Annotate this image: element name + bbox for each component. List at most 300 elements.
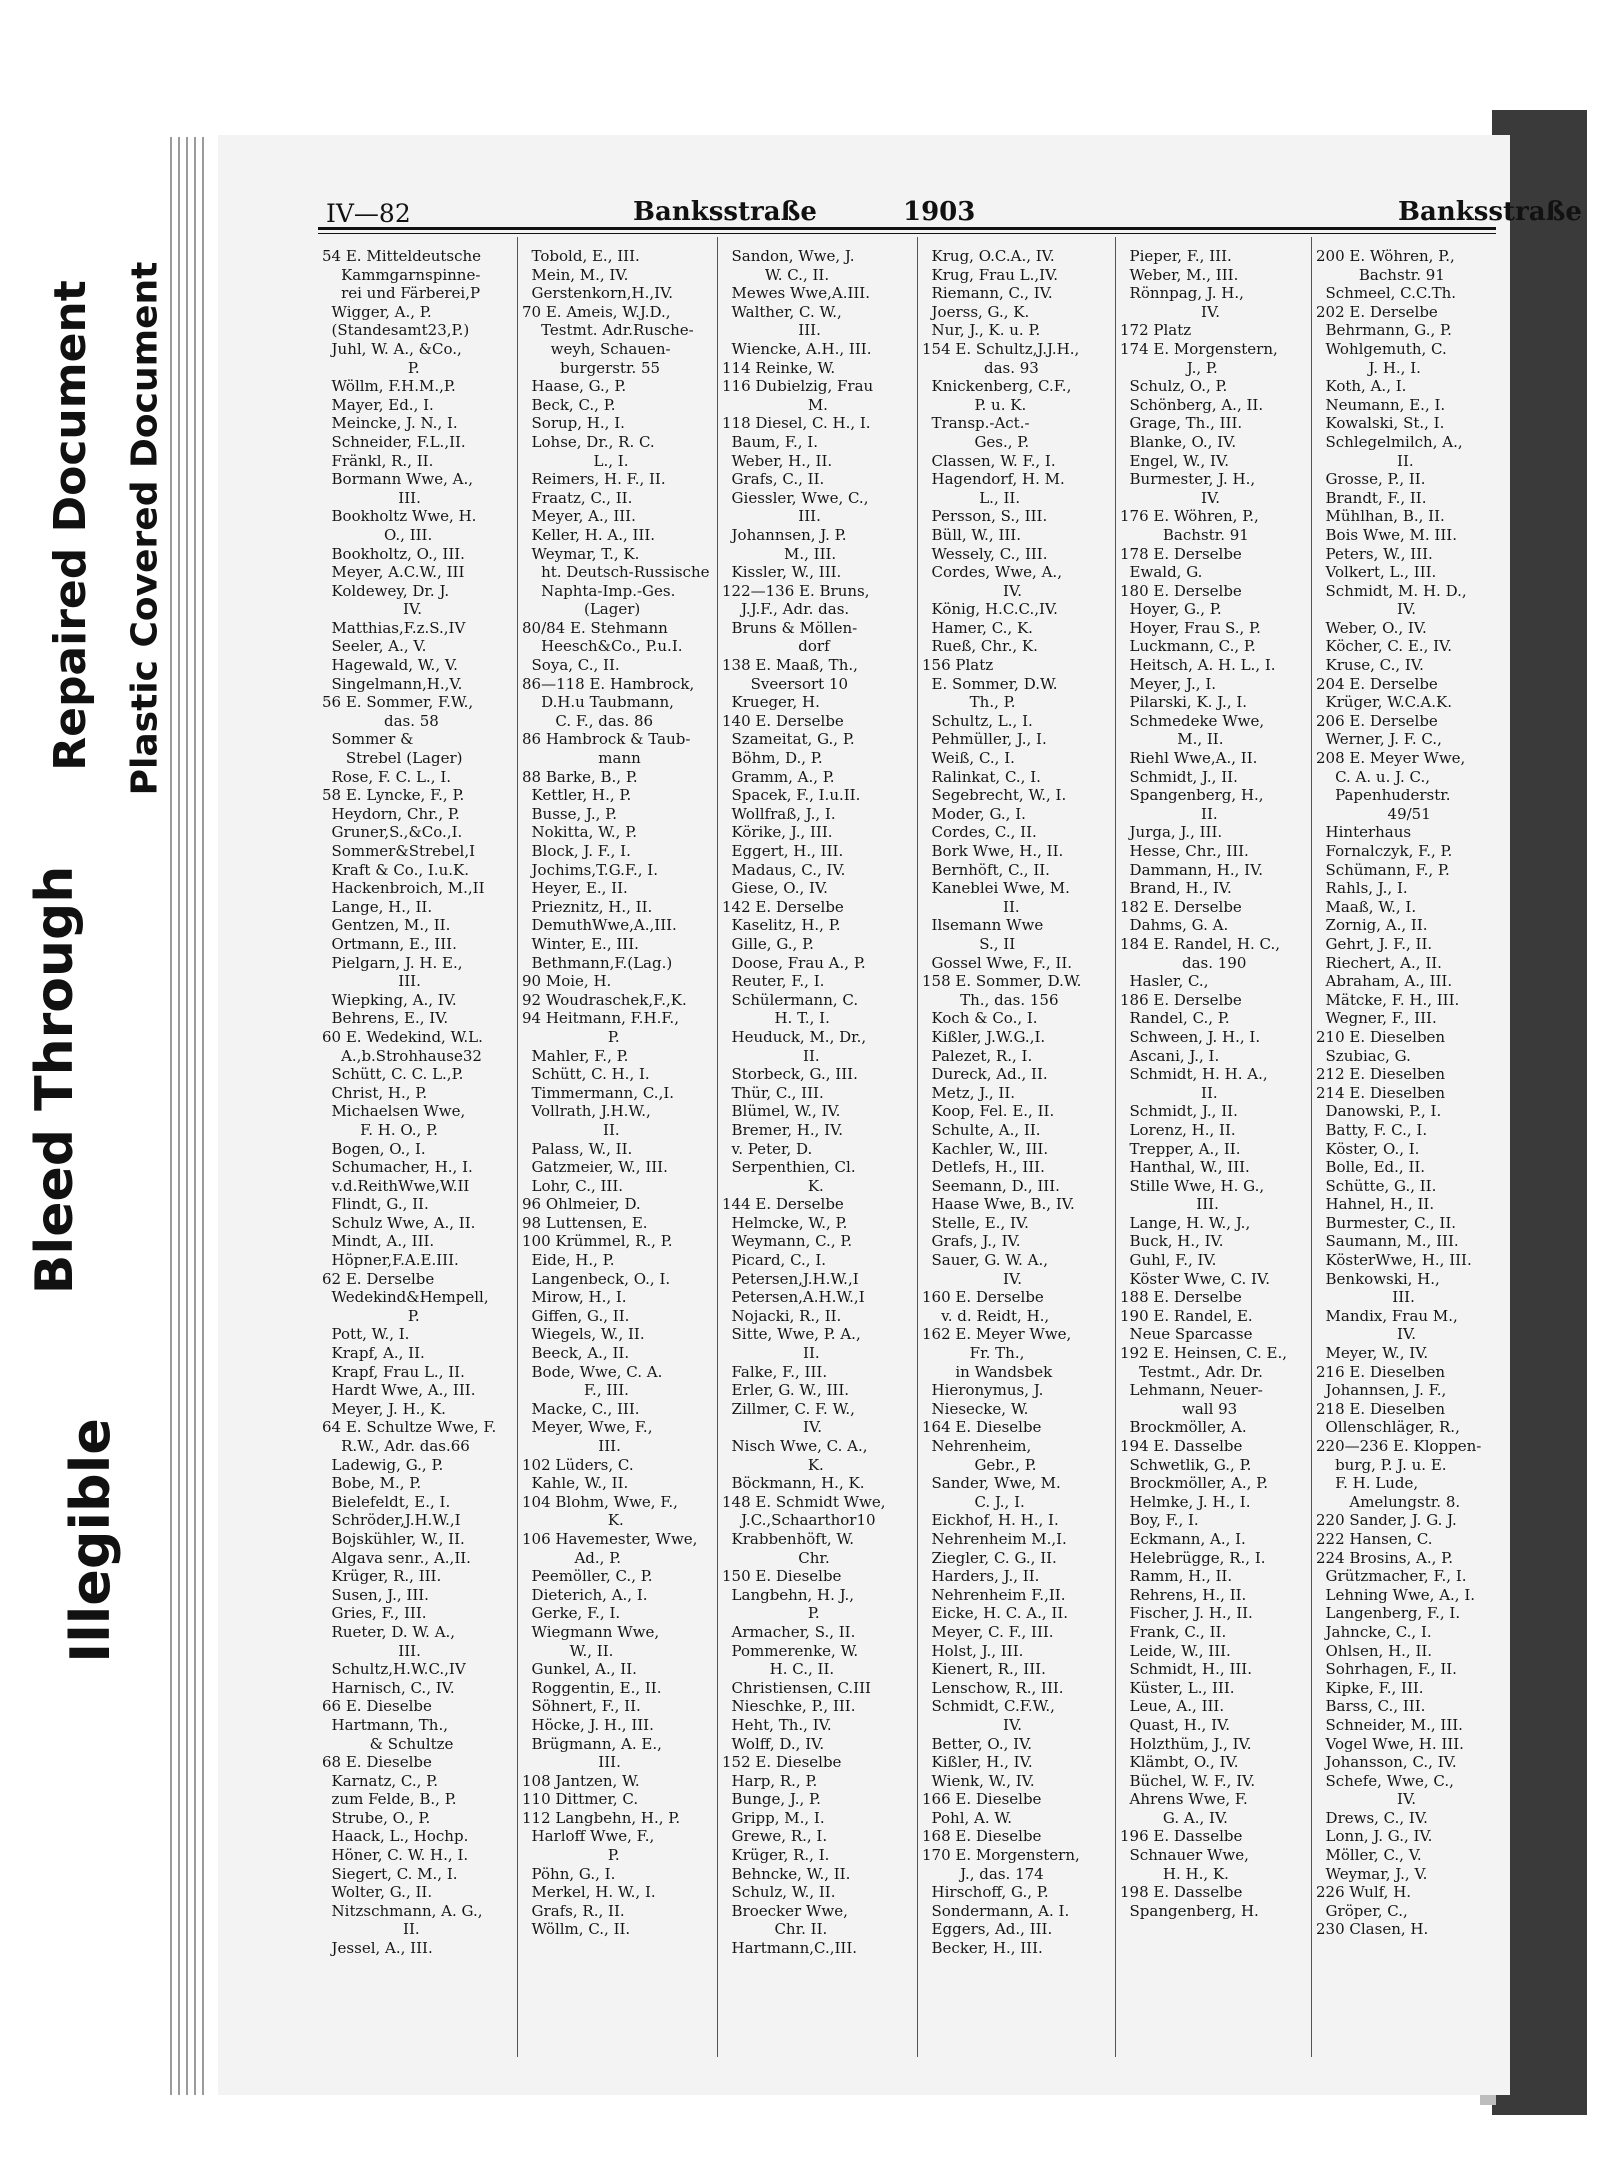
- directory-entry: K.: [722, 1455, 824, 1474]
- directory-entry: Koop, Fel. E., II.: [922, 1102, 1055, 1121]
- page-edge: [202, 137, 204, 2095]
- directory-entry: 140 E. Derselbe: [722, 711, 844, 730]
- directory-entry: Barss, C., III.: [1316, 1697, 1426, 1716]
- directory-entry: Helmke, J. H., I.: [1120, 1492, 1251, 1511]
- directory-entry: Schultz, L., I.: [922, 711, 1033, 730]
- directory-entry: Wienk, W., IV.: [922, 1771, 1035, 1790]
- directory-entry: Boy, F., I.: [1120, 1511, 1199, 1530]
- directory-entry: Dieterich, A., I.: [522, 1585, 648, 1604]
- directory-entry: Pöhn, G., I.: [522, 1864, 616, 1883]
- directory-entry: G. A., IV.: [1120, 1808, 1228, 1827]
- directory-entry: III.: [322, 972, 421, 991]
- directory-entry: (Standesamt23,P.): [322, 321, 470, 340]
- directory-entry: Eggers, Ad., III.: [922, 1920, 1053, 1939]
- directory-entry: DemuthWwe,A.,III.: [522, 916, 677, 935]
- directory-entry: 176 E. Wöhren, P.,: [1120, 507, 1259, 526]
- directory-entry: 188 E. Derselbe: [1120, 1288, 1242, 1307]
- directory-entry: H. H., K.: [1120, 1864, 1229, 1883]
- directory-entry: Ilsemann Wwe: [922, 916, 1044, 935]
- directory-entry: IV.: [722, 1418, 822, 1437]
- directory-entry: Nisch Wwe, C. A.,: [722, 1437, 868, 1455]
- directory-entry: 112 Langbehn, H., P.: [522, 1808, 681, 1827]
- directory-entry: dorf: [722, 637, 830, 656]
- directory-entry: Wollfraß, J., I.: [722, 804, 836, 823]
- directory-entry: Langenbeck, O., I.: [522, 1269, 671, 1288]
- directory-entry: Heitsch, A. H. L., I.: [1120, 656, 1276, 675]
- directory-entry: 62 E. Derselbe: [322, 1269, 435, 1288]
- directory-entry: Schmidt, C.F.W.,: [922, 1697, 1055, 1716]
- directory-column: [318, 237, 518, 2057]
- directory-entry: 208 E. Meyer Wwe,: [1316, 749, 1466, 768]
- directory-entry: R.W., Adr. das.66: [322, 1437, 470, 1455]
- directory-entry: 170 E. Morgenstern,: [922, 1846, 1080, 1865]
- directory-entry: Schülermann, C.: [722, 990, 859, 1009]
- directory-entry: Timmermann, C.,I.: [522, 1083, 675, 1102]
- directory-entry: Kienert, R., III.: [922, 1660, 1046, 1679]
- directory-entry: Sandon, Wwe, J.: [722, 247, 855, 265]
- directory-entry: Bogen, O., I.: [322, 1139, 426, 1158]
- directory-entry: Sommer &: [322, 730, 414, 749]
- directory-entry: Th., das. 156: [922, 990, 1059, 1009]
- directory-entry: Sondermann, A. I.: [922, 1901, 1070, 1920]
- directory-entry: 184 E. Randel, H. C.,: [1120, 934, 1281, 953]
- directory-entry: Jessel, A., III.: [322, 1939, 433, 1958]
- directory-entry: O., III.: [322, 525, 433, 544]
- directory-entry: Eickhof, H. H., I.: [922, 1511, 1059, 1530]
- directory-entry: Riechert, A., II.: [1316, 953, 1442, 972]
- directory-entry: Tobold, E., III.: [522, 247, 640, 265]
- directory-entry: 144 E. Derselbe: [722, 1195, 844, 1214]
- directory-entry: Erler, G. W., III.: [722, 1381, 850, 1400]
- directory-page: [218, 135, 1582, 2095]
- directory-entry: Gripp, M., I.: [722, 1808, 825, 1827]
- directory-entry: Lenschow, R., III.: [922, 1678, 1064, 1697]
- directory-entry: Büll, W., III.: [922, 525, 1021, 544]
- directory-entry: 96 Ohlmeier, D.: [522, 1195, 641, 1214]
- directory-entry: v. Peter, D.: [722, 1139, 813, 1158]
- directory-entry: 212 E. Dieselben: [1316, 1065, 1446, 1084]
- directory-entry: Krug, Frau L.,IV.: [922, 265, 1059, 284]
- directory-entry: 68 E. Dieselbe: [322, 1753, 432, 1772]
- directory-entry: Pott, W., I.: [322, 1325, 410, 1344]
- directory-entry: Langbehn, H. J.,: [722, 1585, 855, 1604]
- directory-entry: Moder, G., I.: [922, 804, 1026, 823]
- directory-entry: Mirow, H., I.: [522, 1288, 627, 1307]
- directory-entry: Nieschke, P., III.: [722, 1697, 856, 1716]
- directory-entry: Transp.-Act.-: [922, 414, 1030, 433]
- directory-entry: 86 Hambrock & Taub-: [522, 730, 691, 749]
- directory-entry: Klämbt, O., IV.: [1120, 1753, 1239, 1772]
- directory-entry: Roggentin, E., II.: [522, 1678, 662, 1697]
- directory-entry: Nojacki, R., II.: [722, 1306, 842, 1325]
- directory-entry: Wedekind&Hempell,: [322, 1288, 489, 1307]
- directory-entry: 104 Blohm, Wwe, F.,: [522, 1492, 678, 1511]
- directory-entry: 110 Dittmer, C.: [522, 1790, 639, 1809]
- header-rule-thin: [318, 233, 1496, 234]
- directory-entry: Bormann Wwe, A.,: [322, 470, 474, 489]
- directory-entry: 49/51: [1316, 804, 1431, 823]
- directory-entry: Bojskühler, W., II.: [322, 1529, 465, 1548]
- directory-entry: in Wandsbek: [922, 1362, 1053, 1381]
- directory-entry: Heesch&Co., P.u.I.: [522, 637, 683, 656]
- directory-entry: Jahncke, C., I.: [1316, 1622, 1432, 1641]
- directory-entry: Holst, J., III.: [922, 1641, 1024, 1660]
- directory-entry: Hackenbroich, M.,II: [322, 879, 485, 898]
- directory-entry: Zillmer, C. F. W.,: [722, 1399, 855, 1418]
- directory-entry: Pehmüller, J., I.: [922, 730, 1047, 749]
- directory-entry: Nehrenheim M.,I.: [922, 1529, 1067, 1548]
- directory-entry: Behncke, W., II.: [722, 1864, 851, 1883]
- directory-entry: Sohrhagen, F., II.: [1316, 1660, 1457, 1679]
- directory-entry: Höpner,F.A.E.III.: [322, 1251, 459, 1270]
- directory-entry: Mätcke, F. H., III.: [1316, 990, 1460, 1009]
- directory-entry: 142 E. Derselbe: [722, 897, 844, 916]
- directory-entry: Palass, W., II.: [522, 1139, 633, 1158]
- directory-entry: Kachler, W., III.: [922, 1139, 1049, 1158]
- directory-entry: Wiepking, A., IV.: [322, 990, 457, 1009]
- directory-entry: Amelungstr. 8.: [1316, 1492, 1461, 1511]
- directory-entry: Hahnel, H., II.: [1316, 1195, 1435, 1214]
- directory-entry: Krapf, Frau L., II.: [322, 1362, 465, 1381]
- directory-entry: Weber, M., III.: [1120, 265, 1239, 284]
- directory-entry: ht. Deutsch-Russische: [522, 563, 710, 582]
- directory-entry: Detlefs, H., III.: [922, 1158, 1045, 1177]
- directory-entry: Seemann, D., III.: [922, 1176, 1060, 1195]
- directory-entry: Quast, H., IV.: [1120, 1715, 1230, 1734]
- directory-entry: 138 E. Maaß, Th.,: [722, 656, 858, 675]
- directory-entry: 178 E. Derselbe: [1120, 544, 1242, 563]
- directory-entry: Zornig, A., II.: [1316, 916, 1428, 935]
- directory-entry: Helmcke, W., P.: [722, 1213, 848, 1232]
- directory-entry: Pielgarn, J. H. E.,: [322, 953, 463, 972]
- directory-entry: 60 E. Wedekind, W.L.: [322, 1027, 483, 1046]
- directory-entry: Ewald, G.: [1120, 563, 1203, 582]
- directory-entry: Ohlsen, H., II.: [1316, 1641, 1433, 1660]
- directory-entry: Wiegels, W., II.: [522, 1325, 645, 1344]
- directory-entry: 92 Woudraschek,F.,K.: [522, 990, 687, 1009]
- directory-entry: Lonn, J. G., IV.: [1316, 1827, 1433, 1846]
- directory-entry: Köcher, C. E., IV.: [1316, 637, 1453, 656]
- directory-entry: S., II: [922, 934, 1016, 953]
- directory-entry: Behrens, E., IV.: [322, 1009, 449, 1028]
- directory-entry: Gossel Wwe, F., II.: [922, 953, 1073, 972]
- directory-entry: Cordes, C., II.: [922, 823, 1037, 842]
- directory-entry: III.: [522, 1437, 621, 1455]
- directory-entry: Schulz, O., P.: [1120, 377, 1228, 396]
- page-edge: [170, 137, 172, 2095]
- directory-entry: Nitzschmann, A. G.,: [322, 1901, 483, 1920]
- directory-entry: Fischer, J. H., II.: [1120, 1604, 1253, 1623]
- directory-entry: Hesse, Chr., III.: [1120, 842, 1249, 860]
- directory-entry: Riehl Wwe,A., II.: [1120, 749, 1258, 768]
- directory-entry: Schmidt, H., III.: [1120, 1660, 1252, 1679]
- directory-entry: Kaselitz, H., P.: [722, 916, 841, 935]
- directory-entry: Hanthal, W., III.: [1120, 1158, 1250, 1177]
- directory-entry: Harloff Wwe, F.,: [522, 1827, 655, 1846]
- directory-entry: Drews, C., IV.: [1316, 1808, 1428, 1827]
- directory-entry: Thür, C., III.: [722, 1083, 824, 1102]
- directory-entry: Keller, H. A., III.: [522, 525, 656, 544]
- directory-entry: Grafs, C., II.: [722, 470, 825, 489]
- directory-entry: 160 E. Derselbe: [922, 1288, 1044, 1307]
- directory-entry: Brandt, F., II.: [1316, 488, 1427, 507]
- directory-column: [518, 237, 718, 2057]
- label-bleed-through: [10, 820, 100, 1340]
- directory-entry: Neumann, E., I.: [1316, 395, 1446, 414]
- directory-entry: Strebel (Lager): [322, 749, 463, 768]
- directory-entry: III.: [522, 1753, 621, 1772]
- directory-entry: II.: [322, 1920, 420, 1939]
- directory-entry: Meincke, J. N., I.: [322, 414, 458, 433]
- directory-entry: Classen, W. F., I.: [922, 451, 1056, 470]
- directory-entry: das. 190: [1120, 953, 1247, 972]
- directory-entry: Riemann, C., IV.: [922, 284, 1053, 303]
- directory-entry: L., I.: [522, 451, 629, 470]
- directory-entry: Schröder,J.H.W.,I: [322, 1511, 461, 1530]
- directory-entry: Frank, C., II.: [1120, 1622, 1227, 1641]
- directory-entry: Neue Sparcasse: [1120, 1325, 1253, 1344]
- directory-entry: III.: [722, 507, 821, 526]
- directory-entry: Grafs, R., II.: [522, 1901, 625, 1920]
- directory-entry: Höcke, J. H., III.: [522, 1715, 654, 1734]
- directory-entry: J., P.: [1120, 358, 1218, 377]
- directory-entry: 182 E. Derselbe: [1120, 897, 1242, 916]
- directory-entry: Falke, F., III.: [722, 1362, 828, 1381]
- directory-entry: Gries, F., III.: [322, 1604, 427, 1623]
- directory-entry: Ziegler, C. G., II.: [922, 1548, 1057, 1567]
- directory-entry: II.: [1316, 451, 1414, 470]
- directory-entry: Peters, W., III.: [1316, 544, 1433, 563]
- directory-entry: Engel, W., IV.: [1120, 451, 1229, 470]
- directory-entry: 66 E. Dieselbe: [322, 1697, 432, 1716]
- directory-entry: Schütte, G., II.: [1316, 1176, 1437, 1195]
- directory-entry: Ad., P.: [522, 1548, 622, 1567]
- directory-entry: Schulz, W., II.: [722, 1883, 836, 1902]
- directory-entry: 204 E. Derselbe: [1316, 674, 1438, 693]
- directory-entry: Meyer, Wwe, F.,: [522, 1418, 653, 1437]
- directory-entry: Christiensen, C.III: [722, 1678, 871, 1697]
- directory-entry: Bachstr. 91: [1316, 265, 1445, 284]
- directory-entry: Körike, J., III.: [722, 823, 833, 842]
- directory-entry: Leide, W., III.: [1120, 1641, 1231, 1660]
- directory-entry: Danowski, P., I.: [1316, 1102, 1442, 1121]
- directory-entry: Ladewig, G., P.: [322, 1455, 444, 1474]
- directory-entry: Hirschoff, G., P.: [922, 1883, 1049, 1902]
- directory-entry: Spangenberg, H.: [1120, 1901, 1259, 1920]
- directory-entry: Schulte, A., II.: [922, 1120, 1041, 1139]
- directory-entry: Johannsen, J. F.,: [1316, 1381, 1447, 1400]
- directory-entry: C. F., das. 86: [522, 711, 654, 730]
- directory-entry: P.: [722, 1604, 820, 1623]
- directory-entry: Helebrügge, R., I.: [1120, 1548, 1266, 1567]
- directory-entry: Eicke, H. C. A., II.: [922, 1604, 1069, 1623]
- directory-entry: IV.: [1316, 1790, 1416, 1809]
- directory-entry: Vollrath, J.H.W.,: [522, 1102, 651, 1121]
- directory-entry: Broecker Wwe,: [722, 1901, 848, 1920]
- directory-entry: III.: [1120, 1195, 1219, 1214]
- directory-entry: Büchel, W. F., IV.: [1120, 1771, 1256, 1790]
- directory-entry: Christ, H., P.: [322, 1083, 428, 1102]
- directory-entry: Schween, J. H., I.: [1120, 1027, 1261, 1046]
- directory-entry: Michaelsen Wwe,: [322, 1102, 466, 1121]
- directory-entry: Wiencke, A.H., III.: [722, 339, 872, 358]
- directory-entry: III.: [1316, 1288, 1415, 1307]
- directory-entry: Mein, M., IV.: [522, 265, 629, 284]
- directory-entry: Hagewald, W., V.: [322, 656, 458, 675]
- directory-entry: Cordes, Wwe, A.,: [922, 563, 1062, 582]
- directory-entry: v. d. Reidt, H.,: [922, 1306, 1050, 1325]
- directory-entry: Lohr, C., III.: [522, 1176, 624, 1195]
- directory-entry: K.: [722, 1176, 824, 1195]
- directory-entry: 206 E. Derselbe: [1316, 711, 1438, 730]
- directory-entry: Stelle, E., IV.: [922, 1213, 1029, 1232]
- directory-entry: 150 E. Dieselbe: [722, 1567, 842, 1586]
- directory-entry: Siegert, C. M., I.: [322, 1864, 458, 1883]
- directory-entry: Joerss, G., K.: [922, 302, 1030, 321]
- directory-entry: IV.: [1120, 302, 1220, 321]
- directory-entry: Segebrecht, W., I.: [922, 786, 1067, 805]
- directory-entry: Giessler, Wwe, C.,: [722, 488, 869, 507]
- directory-entry: 190 E. Randel, E.: [1120, 1306, 1253, 1325]
- directory-entry: 154 E. Schultz,J.J.H.,: [922, 339, 1080, 358]
- directory-entry: Brockmöller, A.: [1120, 1418, 1247, 1437]
- directory-entry: weyh, Schauen-: [522, 339, 671, 358]
- directory-entry: Hieronymus, J.: [922, 1381, 1044, 1400]
- directory-entry: Burmester, C., II.: [1316, 1213, 1457, 1232]
- directory-entry: Knickenberg, C.F.,: [922, 377, 1072, 396]
- directory-entry: III.: [322, 1641, 421, 1660]
- directory-entry: Sauer, G. W. A.,: [922, 1251, 1049, 1270]
- directory-entry: Söhnert, F., II.: [522, 1697, 641, 1716]
- directory-entry: 80/84 E. Stehmann: [522, 618, 668, 637]
- directory-entry: Bobe, M., P.: [322, 1474, 422, 1493]
- directory-entry: Pommerenke, W.: [722, 1641, 859, 1660]
- directory-entry: Brockmöller, A., P.: [1120, 1474, 1268, 1493]
- street-name-right: Banksstraße: [1398, 197, 1582, 227]
- directory-entry: Schmidt, H. H. A.,: [1120, 1065, 1268, 1084]
- directory-entry: Batty, F. C., I.: [1316, 1120, 1428, 1139]
- directory-entry: Lange, H. W., J.,: [1120, 1213, 1251, 1232]
- directory-entry: Schmidt, J., II.: [1120, 1102, 1238, 1121]
- directory-entry: Lange, H., II.: [322, 897, 433, 916]
- directory-entry: J.C.,Schaarthor10: [722, 1511, 876, 1530]
- directory-entry: 64 E. Schultze Wwe, F.: [322, 1418, 497, 1437]
- directory-entry: Schefe, Wwe, C.,: [1316, 1771, 1454, 1790]
- directory-entry: Gramm, A., P.: [722, 767, 835, 786]
- directory-entry: Luckmann, C., P.: [1120, 637, 1256, 656]
- directory-entry: Kettler, H., P.: [522, 786, 632, 805]
- directory-entry: 116 Dubielzig, Frau: [722, 377, 874, 396]
- directory-entry: Gröper, C.,: [1316, 1901, 1408, 1920]
- directory-entry: Macke, C., III.: [522, 1399, 640, 1418]
- directory-entry: KösterWwe, H., III.: [1316, 1251, 1472, 1270]
- directory-entry: Krueger, H.: [722, 693, 820, 712]
- directory-entry: Schumacher, H., I.: [322, 1158, 473, 1177]
- directory-entry: Wolter, G., II.: [322, 1883, 433, 1902]
- directory-entry: Lohse, Dr., R. C.: [522, 432, 655, 451]
- directory-entry: 152 E. Dieselbe: [722, 1753, 842, 1772]
- directory-entry: Köster Wwe, C. IV.: [1120, 1269, 1270, 1288]
- label-illegible-text: Illegible: [58, 1417, 122, 1663]
- directory-entry: Wöllm, F.H.M.,P.: [322, 377, 456, 396]
- directory-entry: Strube, O., P.: [322, 1808, 431, 1827]
- directory-entry: Jurga, J., III.: [1120, 823, 1223, 842]
- directory-entry: P.: [522, 1846, 620, 1865]
- directory-entry: Nehrenheim,: [922, 1437, 1032, 1455]
- directory-entry: Benkowski, H.,: [1316, 1269, 1440, 1288]
- directory-entry: III.: [322, 488, 421, 507]
- directory-entry: König, H.C.C.,IV.: [922, 600, 1058, 619]
- directory-entry: Guhl, F., IV.: [1120, 1251, 1217, 1270]
- directory-entry: Fornalczyk, F., P.: [1316, 842, 1453, 860]
- directory-entry: Wöllm, C., II.: [522, 1920, 631, 1939]
- directory-entry: Rahls, J., I.: [1316, 879, 1408, 898]
- directory-entry: Heyer, E., II.: [522, 879, 628, 898]
- directory-entry: Kaneblei Wwe, M.: [922, 879, 1070, 898]
- directory-entry: Better, O., IV.: [922, 1734, 1033, 1753]
- directory-entry: das. 58: [322, 711, 439, 730]
- directory-entry: 168 E. Dieselbe: [922, 1827, 1042, 1846]
- directory-entry: Walther, C. W.,: [722, 302, 842, 321]
- directory-entry: Mahler, F., P.: [522, 1046, 629, 1065]
- page-edge: [186, 137, 188, 2095]
- directory-entry: Meyer, J., I.: [1120, 674, 1217, 693]
- directory-entry: Krüger, W.C.A.K.: [1316, 693, 1452, 712]
- directory-entry: Schütt, C. C. L.,P.: [322, 1065, 464, 1084]
- directory-entry: Eggert, H., III.: [722, 842, 844, 860]
- directory-entry: Schlegelmilch, A.,: [1316, 432, 1463, 451]
- directory-entry: Gerke, F., I.: [522, 1604, 621, 1623]
- directory-entry: Schmeel, C.C.Th.: [1316, 284, 1457, 303]
- directory-entry: Flindt, G., II.: [322, 1195, 429, 1214]
- directory-entry: Dahms, G. A.: [1120, 916, 1229, 935]
- directory-entry: Lehning Wwe, A., I.: [1316, 1585, 1476, 1604]
- directory-entry: Maaß, W., I.: [1316, 897, 1417, 916]
- directory-entry: Rönnpag, J. H.,: [1120, 284, 1244, 303]
- directory-entry: 196 E. Dasselbe: [1120, 1827, 1243, 1846]
- directory-entry: zum Felde, B., P.: [322, 1790, 457, 1809]
- directory-entry: 164 E. Dieselbe: [922, 1418, 1042, 1437]
- directory-entry: J.J.F., Adr. das.: [722, 600, 850, 619]
- directory-entry: Trepper, A., II.: [1120, 1139, 1241, 1158]
- directory-entry: 106 Havemester, Wwe,: [522, 1529, 698, 1548]
- directory-entry: Gatzmeier, W., III.: [522, 1158, 668, 1177]
- directory-entry: Spangenberg, H.,: [1120, 786, 1264, 805]
- directory-entry: P.: [322, 358, 420, 377]
- directory-entry: Dureck, Ad., II.: [922, 1065, 1048, 1084]
- directory-entry: 222 Hansen, C.: [1316, 1529, 1433, 1548]
- directory-entry: Rueß, Chr., K.: [922, 637, 1038, 656]
- directory-entry: Holzthüm, J., IV.: [1120, 1734, 1252, 1753]
- directory-entry: II.: [522, 1120, 620, 1139]
- directory-entry: Koch & Co., I.: [922, 1009, 1038, 1028]
- directory-entry: Meyer, A.C.W., III: [322, 563, 465, 582]
- directory-entry: 56 E. Sommer, F.W.,: [322, 693, 474, 712]
- directory-entry: 186 E. Derselbe: [1120, 990, 1242, 1009]
- directory-entry: Bielefeldt, E., I.: [322, 1492, 451, 1511]
- directory-entry: Koldewey, Dr. J.: [322, 581, 450, 600]
- directory-entry: Dammann, H., IV.: [1120, 860, 1264, 879]
- directory-entry: Möller, C., V.: [1316, 1846, 1422, 1865]
- directory-entry: Eckmann, A., I.: [1120, 1529, 1246, 1548]
- directory-entry: Rose, F. C. L., I.: [322, 767, 452, 786]
- label-repaired-document: [30, 245, 110, 805]
- directory-entry: 98 Luttensen, E.: [522, 1213, 648, 1232]
- directory-entry: 174 E. Morgenstern,: [1120, 339, 1278, 358]
- directory-entry: Bork Wwe, H., II.: [922, 842, 1064, 860]
- directory-entry: Abraham, A., III.: [1316, 972, 1453, 991]
- directory-entry: Bruns & Möllen-: [722, 618, 858, 637]
